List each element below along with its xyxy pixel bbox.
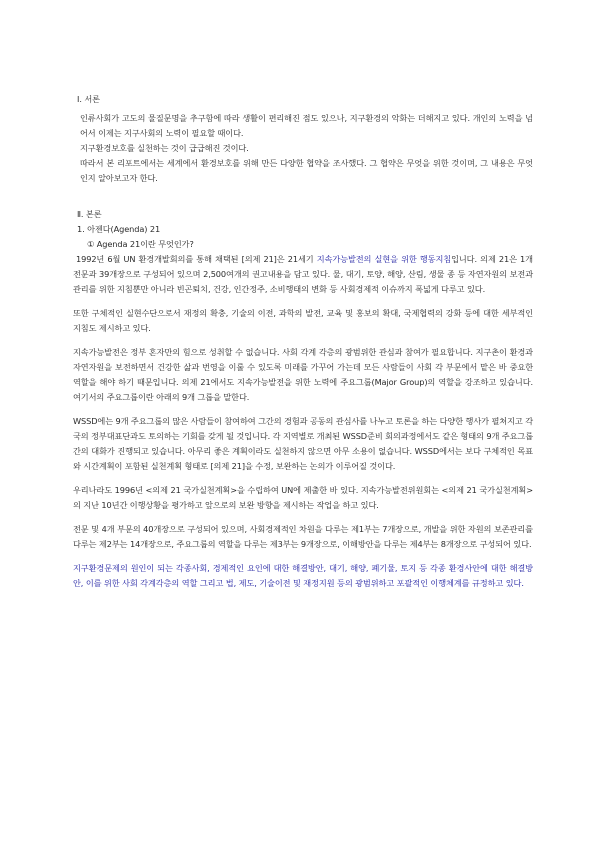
subheading-what-is-agenda21: ① Agenda 21이란 무엇인가?	[87, 239, 194, 249]
intro-section	[73, 92, 533, 186]
body-heading: Ⅱ. 본론	[77, 209, 102, 219]
paragraph-1-text-start: 1992년 6월 UN 환경개발회의를 통해 채택된 [의제 21]은 21세기	[76, 254, 317, 264]
body-paragraph-2: 또한 구체적인 실현수단으로서 재정의 확충, 기술의 이전, 과학의 발전, 교육 및 홍보의 확대, 국제협력의 강화 등에 대한 세부적인 지침도 제시하고 있다.	[73, 308, 533, 333]
intro-heading: Ⅰ. 서론	[77, 94, 100, 104]
body-paragraph-5: 우리나라도 1996년 <의제 21 국가실천계획>을 수립하여 UN에 제출한 바 있다. 지속가능발전위원회는 <의제 21 국가실천계획>의 지난 10년간 이행상황을 평가하고 앞으로의 보완 방향을 제시하는 작업을 하고 있다.	[73, 485, 533, 510]
intro-paragraph-2: 지구환경보호를 실천하는 것이 급급해진 것이다.	[80, 143, 249, 153]
body-paragraph-4: WSSD에는 9개 주요그룹의 많은 사람들이 참여하여 그간의 경험과 공동의 관심사를 나누고 토론을 하는 다양한 행사가 펼쳐지고 각국의 정부대표단과도 토의하는 기회를 갖게 될 것입니다. 각 지역별로 개최된 WSSD준비 회의과정에서도 같은 형태의 9개 주요그룹간의 대화가 진행되고 있습니다. 아무리 좋은 계획이라도 실천하지 않으면 아무 소용이 없습니다. WSSD에서는 보다 구체적인 목표와 시간계획이 포함된 실천계획 형태로 [의제 21]을 수정, 보완하는 논의가 이루어질 것이다.	[73, 416, 534, 471]
highlighted-phrase: 지속가능발전의 실현을 위한 행동지침	[316, 254, 452, 264]
body-paragraph-1	[73, 252, 533, 297]
paragraph-1-text-end: 입니다. 의제 21은 1개 전문과 39개장으로 구성되어 있으며 2,500여개의 권고내용을 담고 있다. 물, 대기, 토양, 해양, 산림, 생물 종 등 자연자원의 보전과 관리를 위한 지침뿐만 아니라 빈곤퇴치, 건강, 인간정주, 소비행태의 변화 등 사회경제적 이슈까지 폭넓게 다루고 있다.	[73, 254, 533, 294]
subheading-agenda21: 1. 아젠다(Agenda) 21	[77, 224, 161, 234]
body-paragraph-6: 전문 및 4개 부문의 40개장으로 구성되어 있으며, 사회경제적인 차원을 다루는 제1부는 7개장으로, 개발을 위한 자원의 보존관리를 다루는 제2부는 14개장으로, 주요그룹의 역할을 다루는 제3부는 9개장으로, 이해방안을 다루는 제4부는 8개장으로 구성되어 있다.	[73, 524, 533, 549]
intro-paragraph-3: 따라서 본 리포트에서는 세계에서 환경보호를 위해 만든 다양한 협약을 조사했다. 그 협약은 무엇을 위한 것이며, 그 내용은 무엇인지 알아보고자 한다.	[80, 158, 533, 183]
body-paragraph-7: 지구환경문제의 원인이 되는 각종사회, 경제적인 요인에 대한 해결방안, 대기, 해양, 폐기물, 토지 등 각종 환경사안에 대한 해결방안, 이를 위한 사회 각계각층의 역할 그리고 법, 제도, 기술이전 및 재정지원 등의 광범위하고 포괄적인 이행체계를 규정하고 있다.	[73, 563, 533, 588]
body-paragraph-3: 지속가능발전은 정부 혼자만의 힘으로 성취할 수 없습니다. 사회 각계 각층의 광범위한 관심과 참여가 필요합니다. 지구촌이 환경과 자연자원을 보전하면서 건강한 삶과 번영을 이룰 수 있도록 미래를 가꾸어 가는데 모든 사람들이 사회 각 부문에서 맡은 바 중요한 역할을 해야 하기 때문입니다. 의제 21에서도 지속가능발전을 위한 노력에 주요그룹(Major Group)의 역할을 강조하고 있습니다. 여기서의 주요그룹이란 아래의 9개 그룹을 말한다.	[73, 347, 533, 402]
intro-paragraph-1: 인류사회가 고도의 물질문명을 추구함에 따라 생활이 편리해진 점도 있으나, 지구환경의 악화는 더해지고 있다. 개인의 노력을 넘어서 이제는 지구사회의 노력이 필요할 때이다.	[80, 113, 533, 138]
body-section	[73, 207, 533, 591]
